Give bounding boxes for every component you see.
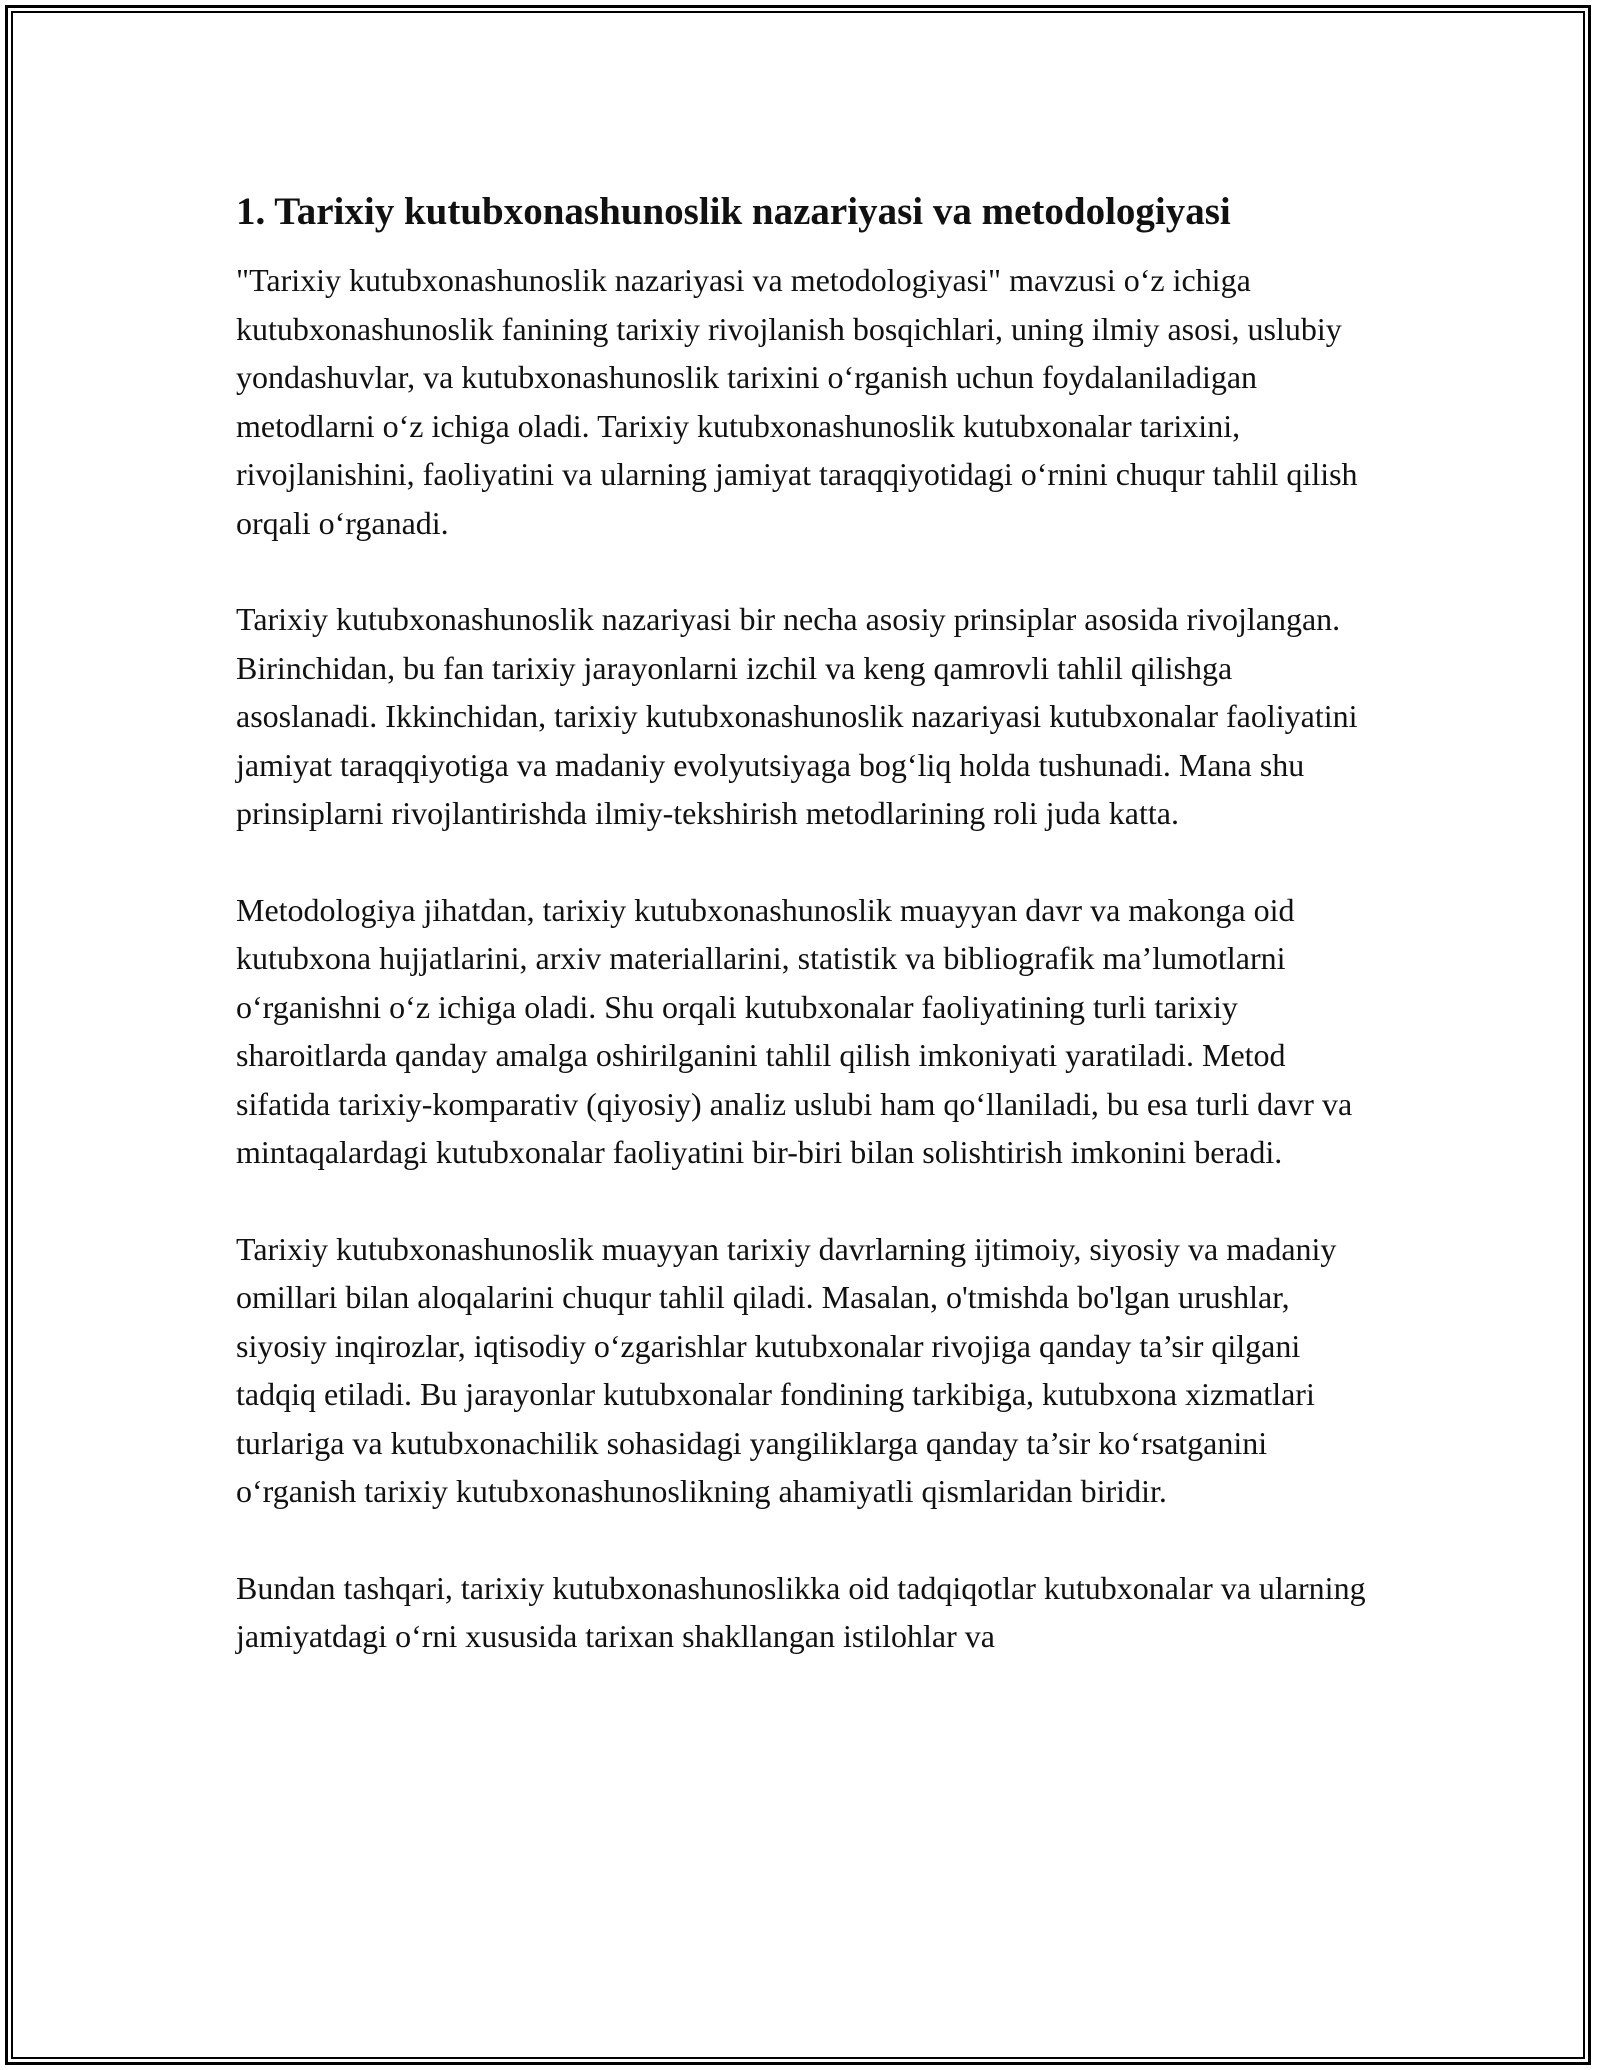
paragraph-intro: "Tarixiy kutubxonashunoslik nazariyasi va metodologiyasi" mavzusi o‘z ichiga kutubxonashunoslik fanining tarixiy rivojlanish bosqichlari, uning ilmiy asosi, uslubiy yondashuvlar, va kutubxonashunoslik tarixini o‘rganish uchun foydalaniladigan metodlarni o‘z ichiga oladi. Tarixiy kutubxonashunoslik kutubxonalar tarixini, rivojlanishini, faoliyatini va ularning jamiyat taraqqiyotidagi o‘rnini chuqur tahlil qilish orqali o‘rganadi. (236, 262, 1358, 541)
paragraph-methodology: Metodologiya jihatdan, tarixiy kutubxonashunoslik muayyan davr va makonga oid kutubxona hujjatlarini, arxiv materiallarini, statistik va bibliografik ma’lumotlarni o‘rganishni o‘z ichiga oladi. Shu orqali kutubxonalar faoliyatining turli tarixiy sharoitlarda qanday amalga oshirilganini tahlil qilish imkoniyati yaratiladi. Metod sifatida tarixiy-komparativ (qiyosiy) analiz uslubi ham qo‘llaniladi, bu esa turli davr va mintaqalardagi kutubxonalar faoliyatini bir-biri bilan solishtirish imkonini beradi. (236, 891, 1353, 1170)
section-heading: 1. Tarixiy kutubxonashunoslik nazariyasi va metodologiyasi (236, 190, 1231, 233)
document-body (236, 188, 1366, 1709)
paragraph-theory-principles: Tarixiy kutubxonashunoslik nazariyasi bir necha asosiy prinsiplar asosida rivojlangan. Birinchidan, bu fan tarixiy jarayonlarni izchil va keng qamrovli tahlil qilishga asoslanadi. Ikkinchidan, tarixiy kutubxonashunoslik nazariyasi kutubxonalar faoliyatini jamiyat taraqqiyotiga va madaniy evolyutsiyaga bog‘liq holda tushunadi. Mana shu prinsiplarni rivojlantirishda ilmiy-tekshirish metodlarining roli juda katta. (236, 601, 1358, 831)
paragraph-historical-factors: Tarixiy kutubxonashunoslik muayyan tarixiy davrlarning ijtimoiy, siyosiy va madaniy omillari bilan aloqalarini chuqur tahlil qiladi. Masalan, o'tmishda bo'lgan urushlar, siyosiy inqirozlar, iqtisodiy o‘zgarishlar kutubxonalar rivojiga qanday ta’sir qilgani tadqiq etiladi. Bu jarayonlar kutubxonalar fondining tarkibiga, kutubxona xizmatlari turlariga va kutubxonachilik sohasidagi yangiliklarga qanday ta’sir ko‘rsatganini o‘rganish tarixiy kutubxonashunoslikning ahamiyatli qismlaridan biridir. (236, 1230, 1337, 1509)
paragraph-terminology: Bundan tashqari, tarixiy kutubxonashunoslikka oid tadqiqotlar kutubxonalar va ularning jamiyatdagi o‘rni xususida tarixan shakllangan istilohlar va (236, 1569, 1366, 1654)
